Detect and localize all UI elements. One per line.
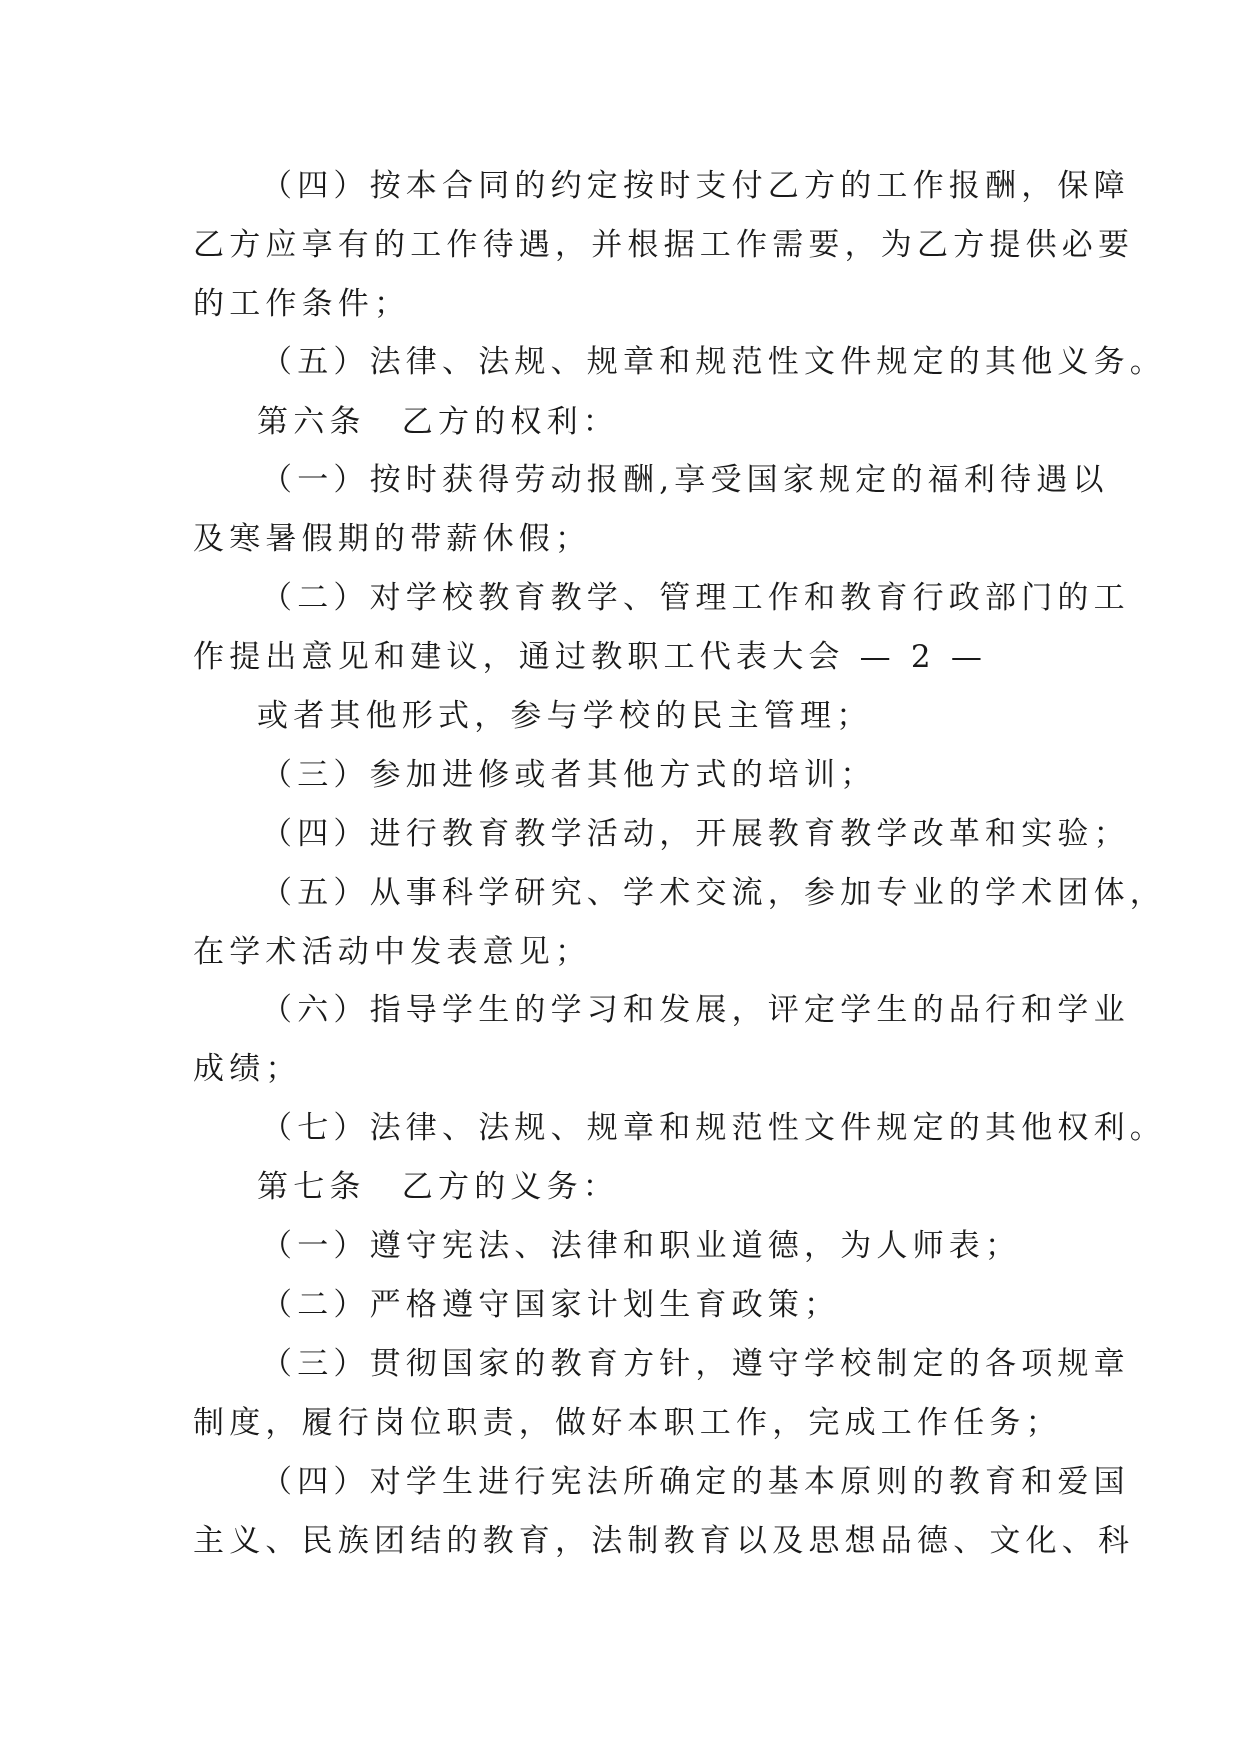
article-heading: 第七条 乙方的义务： — [257, 1169, 619, 1205]
paragraph-line: （四）对学生进行宪法所确定的基本原则的教育和爱国 — [261, 1464, 1130, 1500]
paragraph-line: （六）指导学生的学习和发展，评定学生的品行和学业 — [261, 992, 1130, 1028]
paragraph-line: （二）对学校教育教学、管理工作和教育行政部门的工 — [261, 580, 1130, 616]
article-heading: 第六条 乙方的权利： — [257, 404, 619, 440]
paragraph-line: （三）参加进修或者其他方式的培训； — [261, 757, 877, 793]
paragraph-line: （七）法律、法规、规章和规范性文件规定的其他权利。 — [261, 1110, 1166, 1146]
paragraph-line: （二）严格遵守国家计划生育政策； — [261, 1287, 841, 1323]
paragraph-line: （四）进行教育教学活动，开展教育教学改革和实验； — [261, 816, 1130, 852]
paragraph-line: （一）按时获得劳动报酬,享受国家规定的福利待遇以 — [261, 462, 1109, 498]
paragraph-line: 成绩； — [193, 1051, 302, 1087]
paragraph-line: （五）法律、法规、规章和规范性文件规定的其他义务。 — [261, 344, 1166, 380]
paragraph-line: （五）从事科学研究、学术交流，参加专业的学术团体， — [261, 875, 1166, 911]
paragraph-line: 在学术活动中发表意见； — [193, 934, 592, 970]
paragraph-line: 及寒暑假期的带薪休假； — [193, 521, 592, 557]
paragraph-line: 或者其他形式，参与学校的民主管理； — [257, 698, 873, 734]
paragraph-line: 的工作条件； — [193, 286, 411, 322]
paragraph-line: （一）遵守宪法、法律和职业道德，为人师表； — [261, 1228, 1022, 1264]
paragraph-line: 作提出意见和建议，通过教职工代表大会 — 2 — — [193, 639, 988, 675]
paragraph-line: （三）贯彻国家的教育方针，遵守学校制定的各项规章 — [261, 1346, 1130, 1382]
paragraph-line: 制度，履行岗位职责，做好本职工作，完成工作任务； — [193, 1405, 1062, 1441]
paragraph-line: 乙方应享有的工作待遇，并根据工作需要，为乙方提供必要 — [193, 227, 1135, 263]
paragraph-line: （四）按本合同的约定按时支付乙方的工作报酬，保障 — [261, 168, 1130, 204]
paragraph-line: 主义、民族团结的教育，法制教育以及思想品德、文化、科 — [193, 1523, 1135, 1559]
